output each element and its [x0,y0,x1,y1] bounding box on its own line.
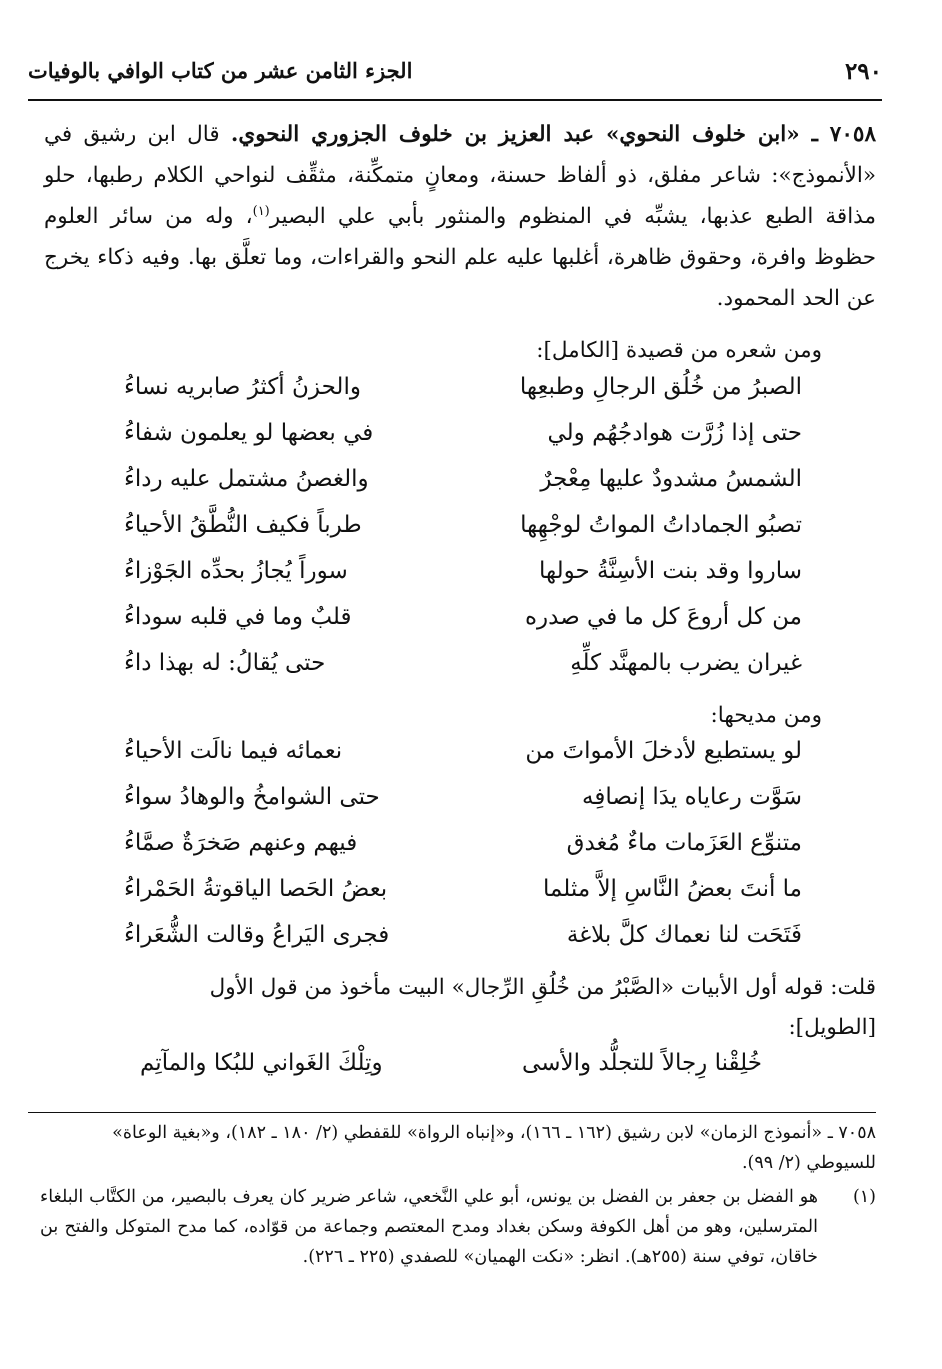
verse-first-hemistich: الشمسُ مشدودٌ عليها مِعْجرٌ [540,466,802,492]
page-number: ٢٩٠ [844,58,882,85]
verse-second-hemistich: في بعضها لو يعلمون شفاءُ [124,420,374,446]
verse-first-hemistich: سَوَّت رعاياه يدَا إنصافِه [582,784,802,810]
verse-first-hemistich: تصبُو الجماداتُ المواتُ لوجْهِها [520,512,802,538]
verse-second-hemistich: فيهم وعنهم صَخرَةٌ صمَّاءُ [124,830,358,856]
verse-line [0,738,942,782]
footnote-label: ٧٠٥٨ ـ [827,1123,876,1143]
verse-first-hemistich: ساروا وقد بنت الأسِنَّةُ حولها [539,558,802,584]
verse-line [0,784,942,828]
meter-label: [الطويل]: [788,1015,876,1040]
verse-line [0,512,942,556]
footnote-entry-sources [40,1118,876,1178]
verse-first-hemistich: ما أنتَ بعضُ النَّاسِ إلاَّ مثلما [542,876,802,902]
verse-line [0,830,942,874]
verse-second-hemistich: حتى يُقالُ: له بهذا داءُ [124,650,326,676]
verse-line [0,876,942,920]
footnotes [40,1118,876,1276]
remark-paragraph [44,968,876,1048]
verse-first-hemistich: خُلِقْنا رِجالاً للتجلُّد والأسى [522,1050,762,1076]
page-header [28,52,882,94]
footnote-reference: (١) [252,203,270,219]
poem-intro: ومن شعره من قصيدة [الكامل]: [536,338,822,363]
verse-first-hemistich: متنوِّع العَزَمات ماءٌ مُغدق [566,830,802,856]
verse-second-hemistich: وتِلْكَ الغَواني للبُكا والمآتِم [140,1050,383,1076]
verse-line [0,650,942,694]
verse-first-hemistich: من كل أروعَ كل ما في صدره [524,604,802,630]
verse-second-hemistich: طرباً فكيف النُّطَّقُ الأحياءُ [124,512,362,538]
footnote-label: (١) [852,1187,876,1207]
verse-second-hemistich: حتى الشوامخُ والوهادُ سواءُ [124,784,380,810]
verse-line [0,420,942,464]
verse-line [0,374,942,418]
praise-intro: ومن مديحها: [710,703,822,728]
footnote-1 [40,1182,876,1272]
verse-second-hemistich: والحزنُ أكثرُ صابريه نساءُ [124,374,361,400]
verse-line [0,922,942,966]
verse-second-hemistich: سوراً يُجازُ بحدِّه الجَوْزاءُ [124,558,348,584]
verse-second-hemistich: والغصنُ مشتمل عليه رداءُ [124,466,369,492]
running-title: الجزء الثامن عشر من كتاب الوافي بالوفيات [28,58,413,83]
entry-text-part-1: قال ابن رشيق في «الأنموذج»: شاعر مفلق، ذو ألفاظ حسنة، ومعانٍ متمكِّنة، مثقِّف لنواحي الكلام رطبها، حلو مذاقة الطبع عذبها، يشبِّه في المنظوم والمنثور بأبي علي البصير [44,122,876,229]
footnote-text: «أنموذج الزمان» لابن رشيق (١٦٢ ـ ١٦٦)، و«إنباه الرواة» للقفطي (٢/ ١٨٠ ـ ١٨٢)، و«بغية الوعاة» للسيوطي (٢/ ٩٩). [112,1123,876,1173]
verse-first-hemistich: غيران يضرب بالمهنَّد كلِّهِ [570,650,802,676]
verse-first-hemistich: فَتَحَت لنا نعماك كلَّ بلاغة [566,922,802,948]
footnote-rule [28,1112,876,1113]
entry-text-part-2: ، وله من سائر العلوم حظوظ وافرة، وحقوق ظاهرة، أغلبها عليه علم النحو والقراءات، وما تعلَّق بها. وفيه ذكاء يخرج عن الحد المحمود. [44,204,876,311]
entry-paragraph [44,114,876,319]
verse-second-hemistich: قلبٌ وما في قلبه سوداءُ [124,604,352,630]
verse-line [0,604,942,648]
verse-first-hemistich: لو يستطيع لأدخلَ الأمواتَ من [525,738,802,764]
entry-heading: ٧٠٥٨ ـ «ابن خلوف النحوي» عبد العزيز بن خلوف الجزوري النحوي. [230,122,876,147]
verse-line [0,466,942,510]
verse-second-hemistich: فجرى اليَراعُ وقالت الشُّعَراءُ [124,922,390,948]
verse-first-hemistich: حتى إذا زُرَّت هوادجُهُم ولي [547,420,802,446]
verse-first-hemistich: الصبرُ من خُلُق الرجالِ وطبعِها [519,374,802,400]
verse-line [0,558,942,602]
header-rule [28,99,882,101]
remark-text: قلت: قوله أول الأبيات «الصَّبْرُ من خُلُقِ الرِّجال» البيت مأخوذ من قول الأول [209,975,876,1000]
verse-second-hemistich: بعضُ الحَصا الياقوتةُ الحَمْراءُ [124,876,388,902]
footnote-text: هو الفضل بن جعفر بن الفضل بن يونس، أبو علي النَّخعي، شاعر ضرير كان يعرف بالبصير، من الكتَّاب البلغاء المترسلين، وهو من أهل الكوفة وسكن بغداد ومدح المعتصم وجماعة من قوّاده، كما مدح المتوكل والفتح بن خاقان، توفي سنة (٢٥٥هـ). انظر: «نكت الهميان» للصفدي (٢٢٥ ـ ٢٢٦). [40,1187,818,1267]
quoted-verse-line [0,1050,942,1094]
verse-second-hemistich: نعمائه فيما نالَت الأحياءُ [124,738,343,764]
